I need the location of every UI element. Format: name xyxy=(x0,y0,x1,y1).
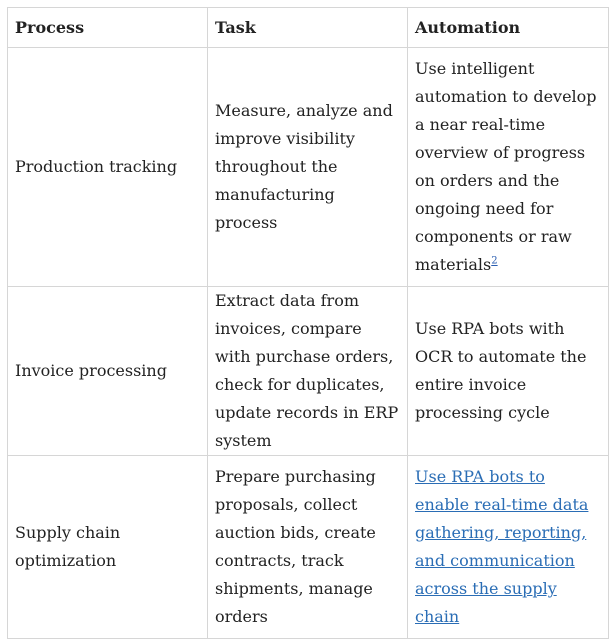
cell-automation xyxy=(408,48,609,287)
process-text: Supply chain optimization xyxy=(15,523,121,570)
footnote-link[interactable]: 2 xyxy=(491,255,498,267)
cell-process xyxy=(8,287,208,456)
cell-task xyxy=(208,287,408,456)
cell-process xyxy=(8,456,208,639)
table-header-row xyxy=(8,8,609,48)
automation-text: Use RPA bots with OCR to automate the entire invoice processing cycle xyxy=(415,319,587,422)
task-text: Measure, analyze and improve visibility throughout the manufacturing process xyxy=(215,101,393,232)
cell-task xyxy=(208,48,408,287)
header-process: Process xyxy=(8,8,208,48)
automation-link[interactable]: Use RPA bots to enable real-time data gathering, reporting, and communication across the supply chain xyxy=(415,467,589,626)
cell-task xyxy=(208,456,408,639)
automation-text: Use intelligent automation to develop a near real-time overview of progress on orders and the ongoing need for components or raw materials xyxy=(415,59,597,274)
task-text: Prepare purchasing proposals, collect auction bids, create contracts, track shipments, manage orders xyxy=(215,467,376,626)
table-row xyxy=(8,456,609,639)
automation-table xyxy=(7,7,609,639)
header-automation: Automation xyxy=(408,8,609,48)
table-row xyxy=(8,48,609,287)
cell-process xyxy=(8,48,208,287)
cell-automation xyxy=(408,287,609,456)
cell-automation xyxy=(408,456,609,639)
task-text: Extract data from invoices, compare with purchase orders, check for duplicates, update records in ERP system xyxy=(215,291,399,450)
process-text: Production tracking xyxy=(15,157,178,176)
process-text: Invoice processing xyxy=(15,361,167,380)
table-row xyxy=(8,287,609,456)
header-task: Task xyxy=(208,8,408,48)
